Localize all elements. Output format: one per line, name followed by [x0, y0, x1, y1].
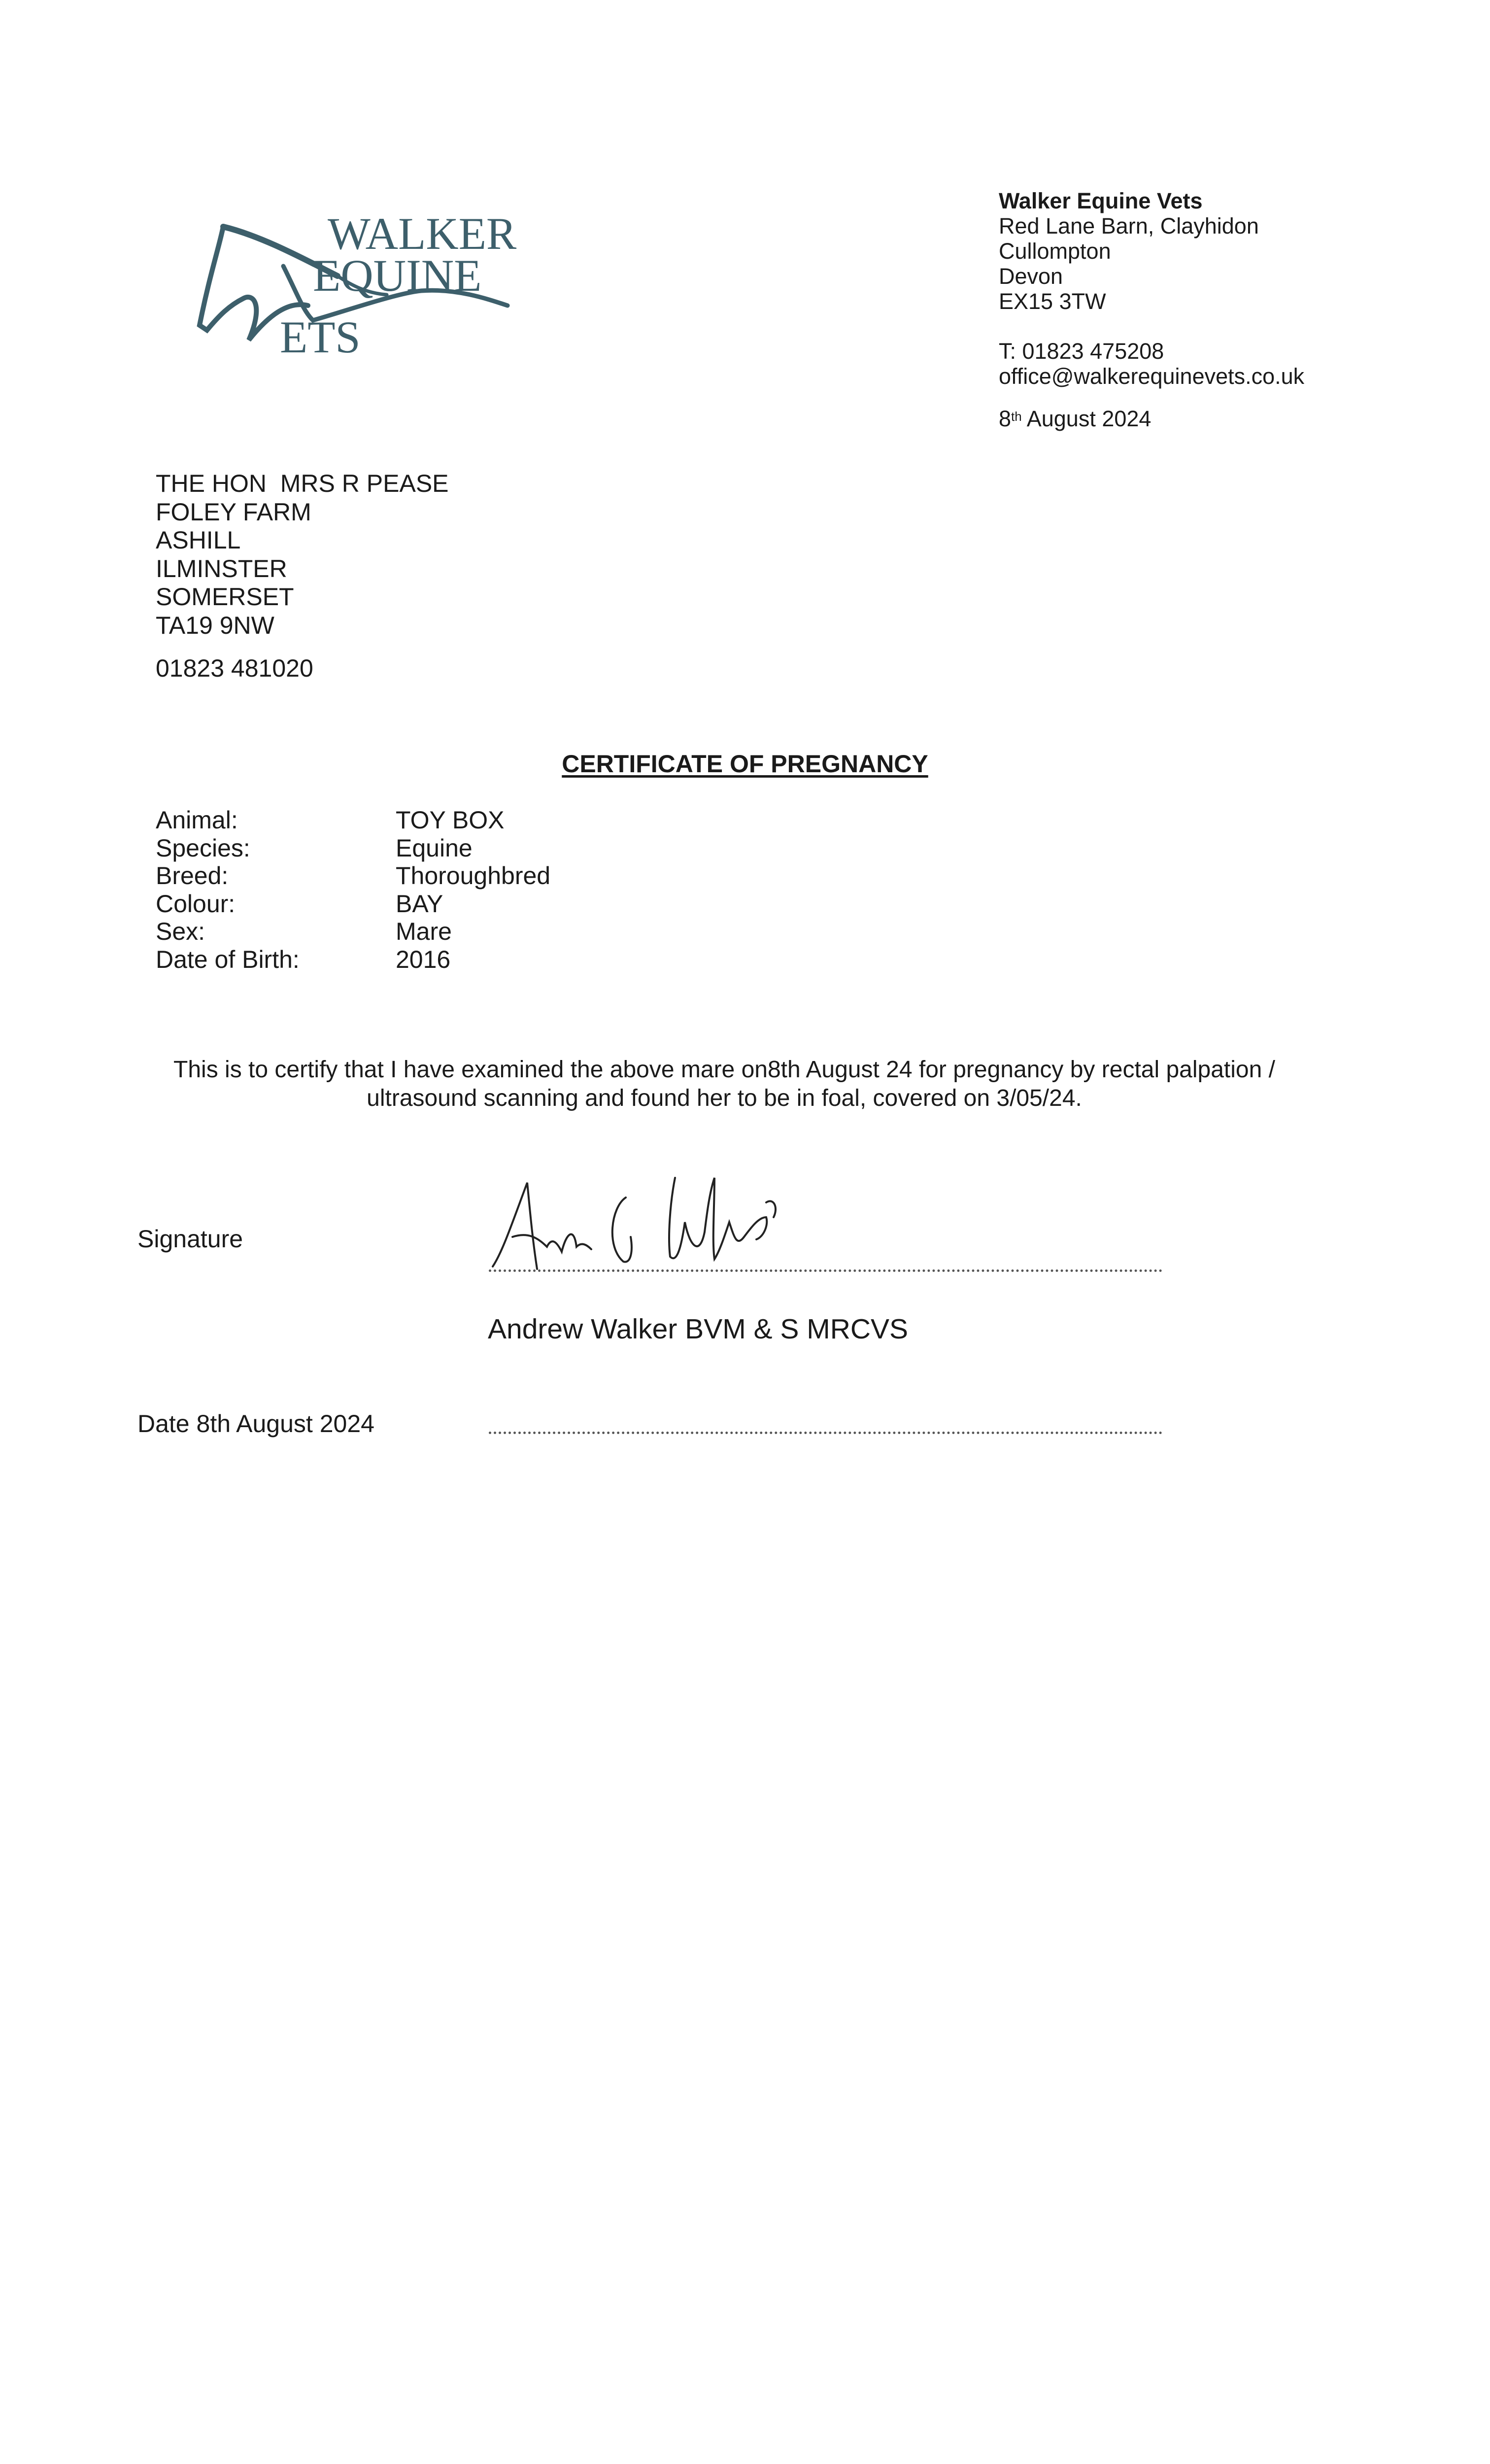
recipient-phone: 01823 481020	[156, 654, 313, 682]
recipient-address-block	[156, 470, 449, 683]
detail-value: BAY	[396, 890, 443, 918]
certification-statement	[0, 1056, 1449, 1113]
date-line	[489, 1432, 1162, 1434]
detail-row	[156, 890, 550, 918]
practice-address-line: Devon	[999, 264, 1063, 289]
letter-date-suffix: th	[1011, 409, 1022, 424]
logo-text-equine: EQUINE	[313, 250, 482, 301]
detail-label: Animal:	[156, 806, 238, 834]
recipient-line: ILMINSTER	[156, 554, 287, 582]
detail-value: TOY BOX	[396, 806, 505, 834]
document-title	[0, 750, 1490, 778]
letter-date-day: 8	[999, 406, 1012, 431]
recipient-line: FOLEY FARM	[156, 498, 311, 526]
detail-value: 2016	[396, 945, 451, 973]
detail-label: Colour:	[156, 890, 236, 918]
recipient-line: ASHILL	[156, 526, 241, 554]
detail-label: Sex:	[156, 918, 205, 945]
recipient-line: SOMERSET	[156, 583, 294, 611]
detail-row	[156, 918, 550, 946]
detail-label: Species:	[156, 834, 250, 862]
recipient-line: THE HON MRS R PEASE	[156, 470, 449, 497]
walker-equine-vets-logo	[190, 207, 525, 375]
practice-name: Walker Equine Vets	[999, 188, 1203, 213]
logo-text-ets: ETS	[280, 312, 361, 362]
detail-value: Thoroughbred	[396, 862, 551, 890]
detail-row	[156, 806, 550, 834]
recipient-line: TA19 9NW	[156, 611, 274, 639]
detail-label: Breed:	[156, 862, 229, 890]
letter-date-rest: August 2024	[1021, 406, 1151, 431]
practice-email: office@walkerequinevets.co.uk	[999, 364, 1305, 389]
detail-row	[156, 862, 550, 890]
document-title-text: CERTIFICATE OF PREGNANCY	[562, 750, 928, 778]
practice-address-line: Cullompton	[999, 239, 1111, 264]
animal-details	[156, 806, 550, 973]
letter-date	[999, 406, 1304, 431]
certification-line: This is to certify that I have examined the above mare on8th August 24 for pregnancy by rectal palpation /	[173, 1057, 1275, 1083]
detail-label: Date of Birth:	[156, 945, 300, 973]
detail-row	[156, 834, 550, 862]
detail-value: Equine	[396, 834, 473, 862]
practice-address-line: EX15 3TW	[999, 289, 1106, 314]
detail-value: Mare	[396, 918, 452, 945]
practice-phone: T: 01823 475208	[999, 339, 1164, 364]
detail-row	[156, 946, 550, 974]
signatory-name: Andrew Walker BVM & S MRCVS	[488, 1313, 909, 1345]
signature-label: Signature	[137, 1225, 243, 1253]
practice-address-block	[999, 188, 1304, 431]
signature-line	[489, 1269, 1162, 1272]
logo-text-walker: WALKER	[328, 208, 517, 259]
date-label: Date 8th August 2024	[137, 1410, 374, 1437]
certification-line: ultrasound scanning and found her to be in foal, covered on 3/05/24.	[367, 1085, 1082, 1111]
practice-address-line: Red Lane Barn, Clayhidon	[999, 213, 1259, 239]
handwritten-signature	[483, 1163, 828, 1286]
